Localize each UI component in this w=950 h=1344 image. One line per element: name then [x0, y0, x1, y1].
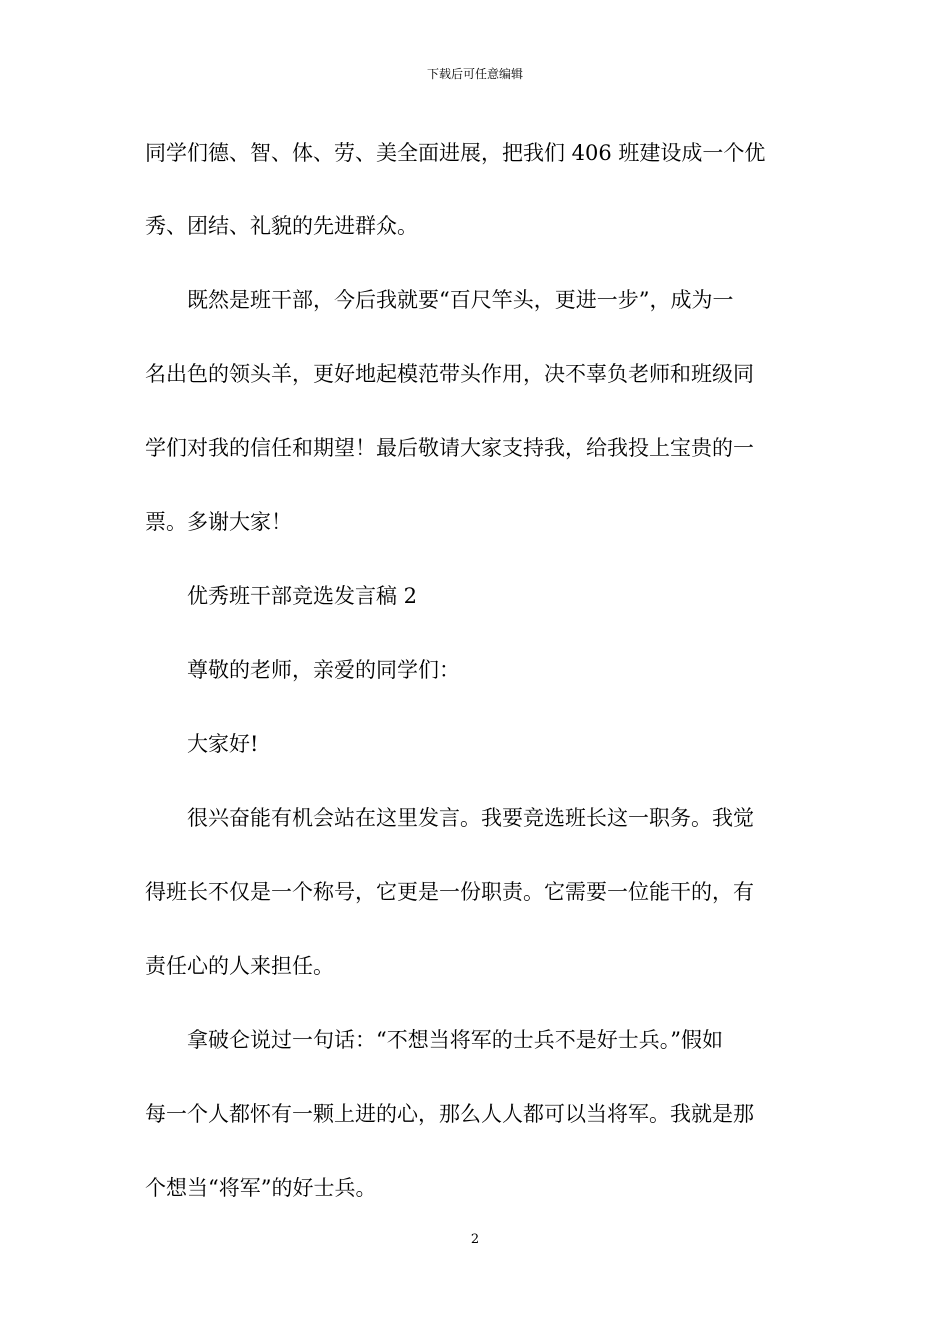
page-header: 下载后可任意编辑 — [426, 67, 523, 81]
page-number: 2 — [470, 1232, 480, 1247]
body-text-line: 拿破仑说过一句话：“不想当将军的士兵不是好士兵。”假如 — [145, 1028, 723, 1052]
body-text-line: 责任心的人来担任。 — [145, 954, 334, 978]
body-text-line: 得班长不仅是一个称号，它更是一份职责。它需要一位能干的，有 — [145, 880, 754, 904]
salutation: 尊敬的老师，亲爱的同学们： — [145, 658, 460, 682]
body-text-line: 名出色的领头羊，更好地起模范带头作用，决不辜负老师和班级同 — [145, 362, 754, 386]
body-text-line: 很兴奋能有机会站在这里发言。我要竞选班长这一职务。我觉 — [145, 806, 754, 830]
body-text-line: 票。多谢大家！ — [145, 510, 292, 534]
body-text-line: 秀、团结、礼貌的先进群众。 — [145, 214, 418, 238]
body-text-line: 既然是班干部，今后我就要“百尺竿头，更进一步”，成为一 — [145, 288, 734, 312]
greeting: 大家好! — [145, 732, 259, 756]
section-title: 优秀班干部竞选发言稿 2 — [145, 584, 418, 608]
body-text-line: 个想当“将军”的好士兵。 — [145, 1176, 377, 1200]
body-text-line: 学们对我的信任和期望！最后敬请大家支持我，给我投上宝贵的一 — [145, 436, 754, 460]
body-text-line: 每一个人都怀有一颗上进的心，那么人人都可以当将军。我就是那 — [145, 1102, 754, 1126]
body-text-line: 同学们德、智、体、劳、美全面进展，把我们 406 班建设成一个优 — [145, 141, 766, 165]
